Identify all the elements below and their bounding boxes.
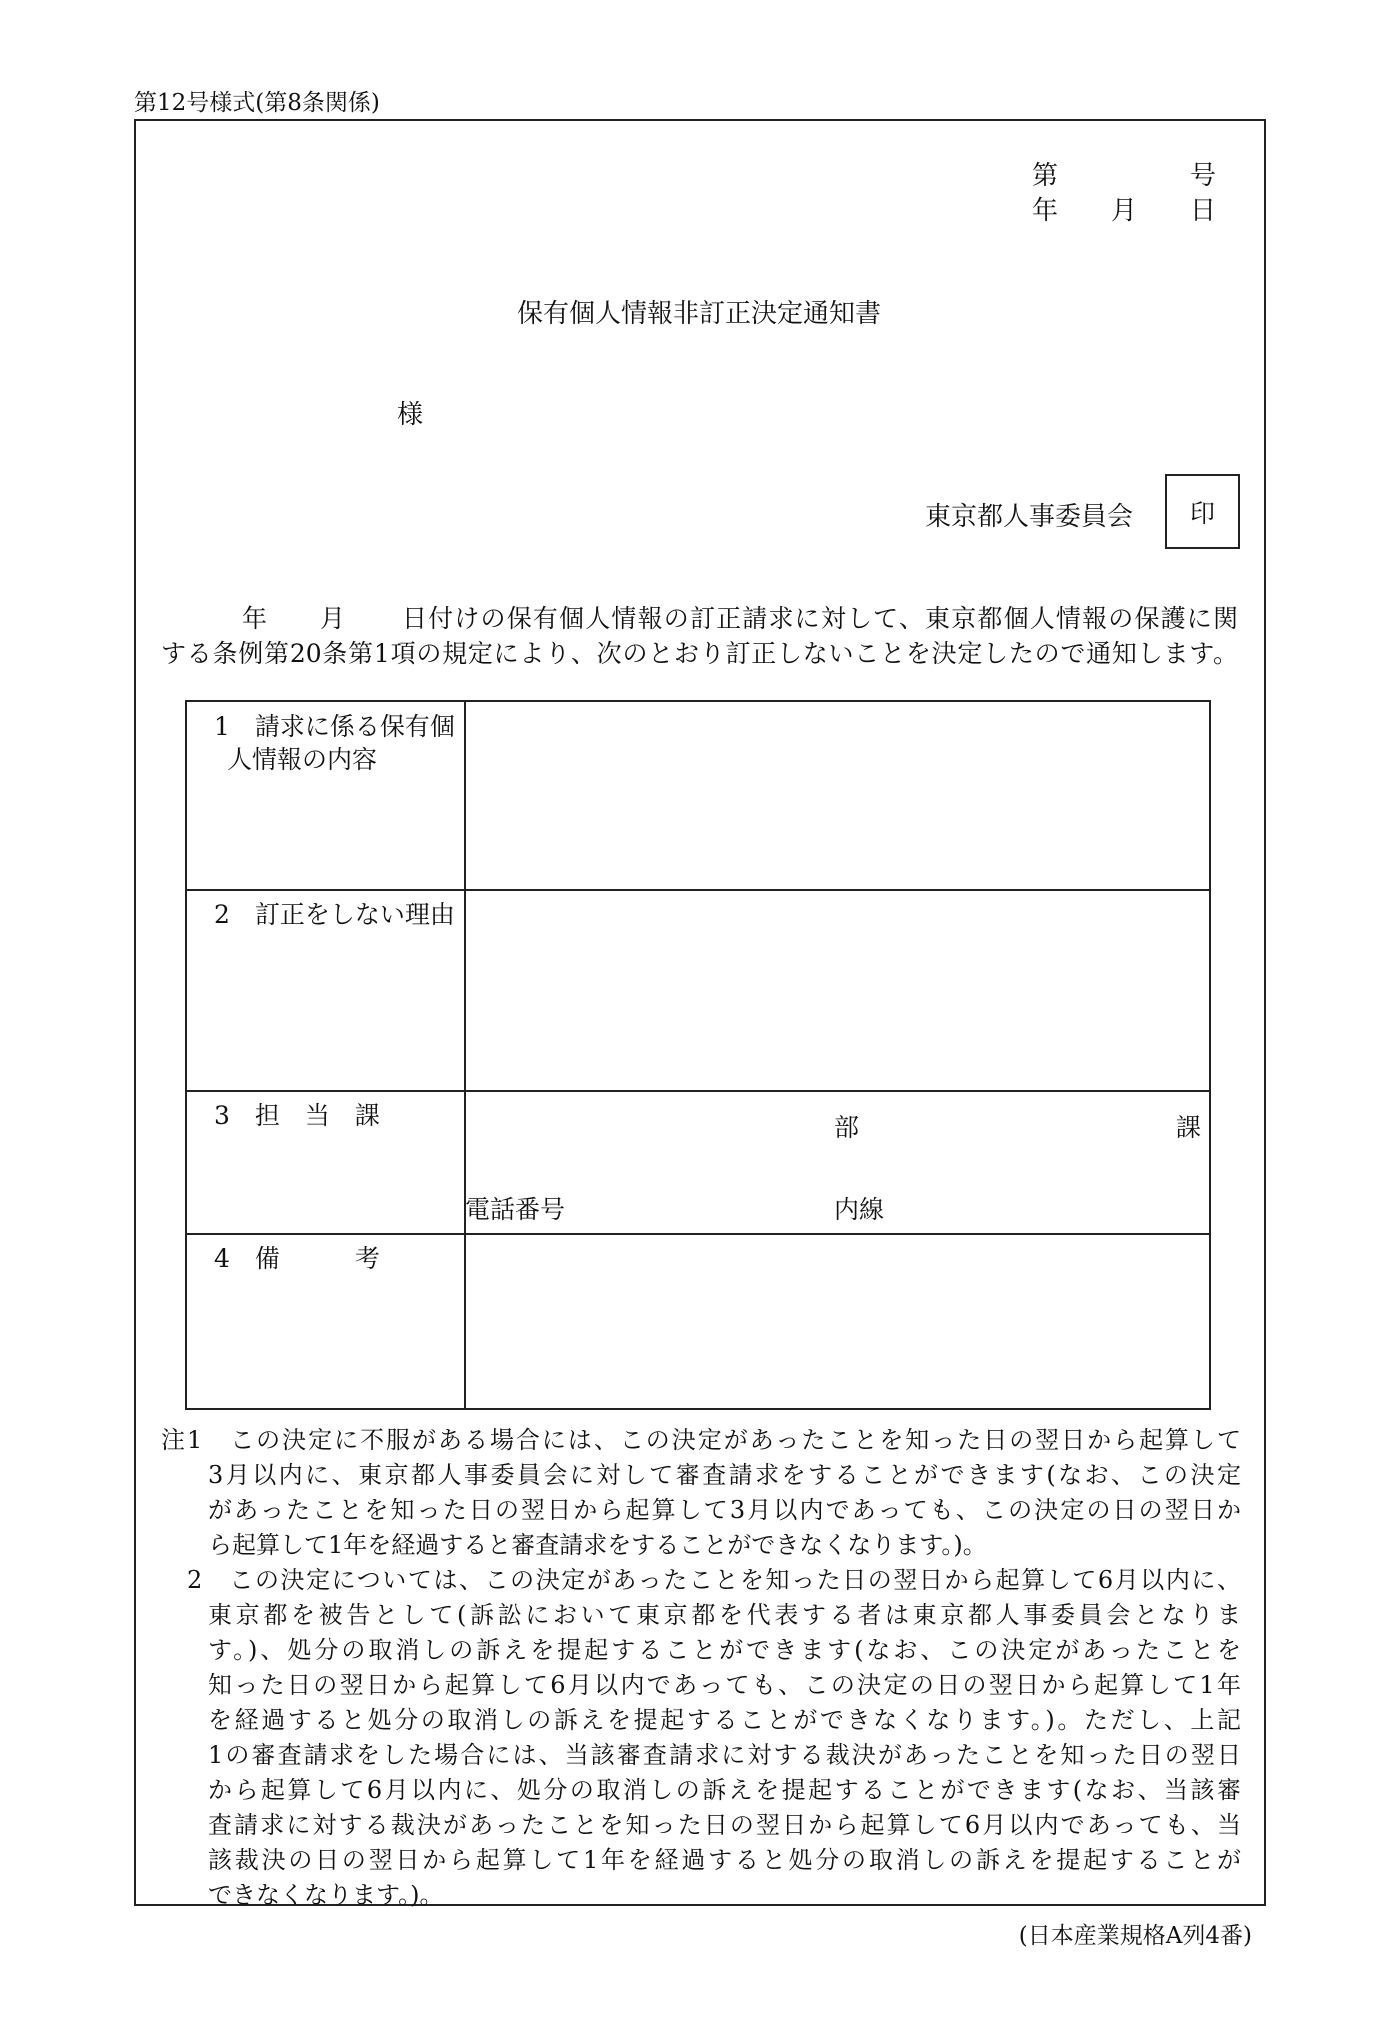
phone-number-label: 電話番号 [465, 1195, 566, 1224]
note-1-line: 注1 この決定に不服がある場合には、この決定があったことを知った日の翌日から起算して [161, 1426, 1241, 1454]
row4-label: 4 備 考 [214, 1244, 380, 1273]
note-1-line: 3月以内に、東京都人事委員会に対して審査請求をすることができます(なお、この決定 [208, 1461, 1241, 1489]
document-title: 保有個人情報非訂正決定通知書 [517, 299, 882, 329]
date-year: 年 [1032, 196, 1059, 226]
note-1-line: があったことを知った日の翌日から起算して3月以内であっても、この決定の日の翌日か [208, 1496, 1241, 1524]
table-column-divider [464, 702, 466, 1408]
intro-line-1: 日付けの保有個人情報の訂正請求に対して、東京都個人情報の保護に関 [402, 604, 1238, 633]
seal-mark: 印 [1189, 498, 1215, 528]
note-2-line: できなくなります。)。 [208, 1881, 444, 1909]
row1-label-line2: 人情報の内容 [227, 745, 378, 774]
intro-year: 年 [242, 604, 268, 633]
addressee-suffix: 様 [397, 400, 424, 430]
note-2-line: 該裁決の日の翌日から起算して1年を経過すると処分の取消しの訴えを提起することが [208, 1846, 1241, 1874]
table-row-divider [187, 889, 1209, 891]
form-number-label: 第12号様式(第8条関係) [134, 90, 380, 116]
note-2-line: 1の審査請求をした場合には、当該審査請求に対する裁決があったことを知った日の翌日 [208, 1741, 1241, 1769]
issuer-name: 東京都人事委員会 [925, 502, 1134, 532]
intro-month: 月 [320, 604, 346, 633]
note-2-line: 2 この決定については、この決定があったことを知った日の翌日から起算して6月以内に、 [187, 1566, 1241, 1594]
note-2-line: 知った日の翌日から起算して6月以内であっても、この決定の日の翌日から起算して1年 [208, 1671, 1241, 1699]
note-1-line: ら起算して1年を経過すると審査請求をすることができなくなります。)。 [208, 1531, 987, 1559]
note-2-line: を経過すると処分の取消しの訴えを提起することができなくなります。)。ただし、上記 [208, 1706, 1241, 1734]
seal-box [1165, 474, 1240, 549]
note-2-line: 査請求に対する裁決があったことを知った日の翌日から起算して6月以内であっても、当 [208, 1811, 1241, 1839]
paper-size-note: (日本産業規格A列4番) [1018, 1923, 1252, 1949]
section-suffix: 課 [1176, 1113, 1202, 1142]
row3-label: 3 担 当 課 [214, 1101, 380, 1130]
extension-label: 内線 [834, 1195, 885, 1224]
number-suffix: 号 [1190, 161, 1217, 191]
date-month: 月 [1111, 196, 1138, 226]
row1-label-line1: 1 請求に係る保有個 [214, 712, 455, 741]
date-day: 日 [1190, 196, 1217, 226]
note-2-line: 東京都を被告として(訴訟において東京都を代表する者は東京都人事委員会となりま [208, 1601, 1241, 1629]
table-row-divider [187, 1233, 1209, 1235]
department-suffix: 部 [834, 1113, 860, 1142]
intro-line-2: する条例第20条第1項の規定により、次のとおり訂正しないことを決定したので通知します。 [161, 639, 1238, 668]
table-row-divider [187, 1090, 1209, 1092]
note-2-line: す。)、処分の取消しの訴えを提起することができます(なお、この決定があったことを [208, 1636, 1241, 1664]
note-2-line: から起算して6月以内に、処分の取消しの訴えを提起することができます(なお、当該審 [208, 1776, 1241, 1804]
details-table [185, 700, 1211, 1410]
row2-label: 2 訂正をしない理由 [214, 900, 455, 929]
number-prefix: 第 [1032, 161, 1059, 191]
